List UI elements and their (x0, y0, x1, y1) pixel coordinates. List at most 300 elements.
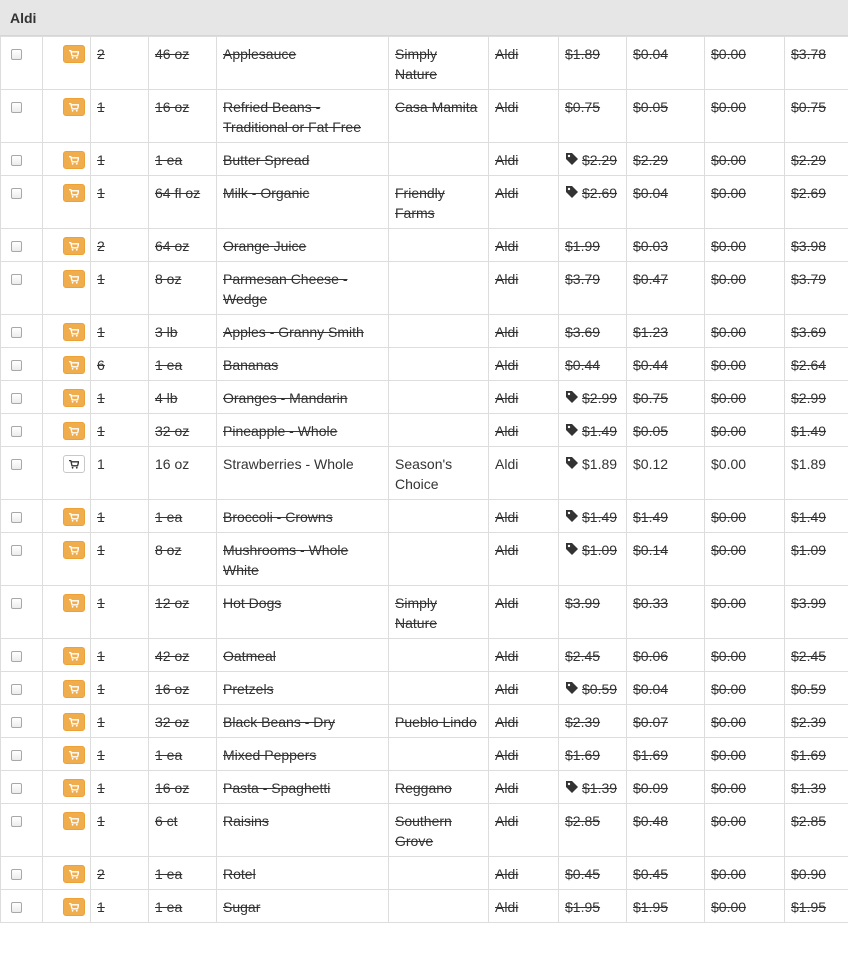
cart-cell (43, 771, 91, 804)
shopping-cart-icon (69, 103, 79, 112)
store-cell: Aldi (489, 705, 559, 738)
price-cell (559, 414, 627, 447)
table-row (1, 381, 848, 414)
add-to-cart-button[interactable] (63, 541, 85, 559)
total-cell: $3.99 (785, 586, 848, 639)
item-name-cell: Bananas (217, 348, 389, 381)
size-cell: 12 oz (149, 586, 217, 639)
size-cell: 6 ct (149, 804, 217, 857)
price-cell (559, 804, 627, 857)
price-cell (559, 533, 627, 586)
quantity-cell: 6 (91, 348, 149, 381)
total-cell: $3.78 (785, 37, 848, 90)
row-checkbox-cell (1, 890, 43, 923)
price-cell (559, 586, 627, 639)
add-to-cart-button[interactable] (63, 455, 85, 473)
row-checkbox-cell (1, 348, 43, 381)
row-checkbox-cell (1, 639, 43, 672)
item-name-cell: Pretzels (217, 672, 389, 705)
price-cell (559, 500, 627, 533)
total-cell: $1.39 (785, 771, 848, 804)
total-cell: $1.69 (785, 738, 848, 771)
size-cell: 1 ea (149, 738, 217, 771)
store-cell: Aldi (489, 262, 559, 315)
price-value: $3.79 (565, 271, 601, 287)
quantity-cell: 1 (91, 672, 149, 705)
quantity-cell: 1 (91, 262, 149, 315)
row-checkbox[interactable] (11, 327, 22, 338)
store-cell: Aldi (489, 381, 559, 414)
quantity-cell: 2 (91, 857, 149, 890)
row-checkbox-cell (1, 586, 43, 639)
price-cell (559, 315, 627, 348)
row-checkbox-cell (1, 176, 43, 229)
store-cell: Aldi (489, 90, 559, 143)
size-cell: 16 oz (149, 90, 217, 143)
size-cell: 46 oz (149, 37, 217, 90)
brand-cell: Friendly Farms (389, 176, 489, 229)
cart-cell (43, 857, 91, 890)
table-row (1, 37, 848, 90)
add-to-cart-button[interactable] (63, 98, 85, 116)
price-tag-icon (565, 780, 579, 794)
unit-price-cell: $0.45 (627, 857, 705, 890)
row-checkbox-cell (1, 262, 43, 315)
shopping-cart-icon (69, 460, 79, 469)
unit-price-cell: $2.29 (627, 143, 705, 176)
row-checkbox[interactable] (11, 426, 22, 437)
table-row (1, 705, 848, 738)
total-cell: $2.39 (785, 705, 848, 738)
tax-cell: $0.00 (705, 639, 785, 672)
quantity-cell: 1 (91, 90, 149, 143)
tax-cell: $0.00 (705, 381, 785, 414)
table-row (1, 90, 848, 143)
tax-cell: $0.00 (705, 90, 785, 143)
price-cell (559, 229, 627, 262)
total-cell: $3.98 (785, 229, 848, 262)
table-row (1, 533, 848, 586)
item-name-cell: Mushrooms - Whole White (217, 533, 389, 586)
quantity-cell: 1 (91, 705, 149, 738)
brand-cell (389, 738, 489, 771)
price-value: $2.45 (565, 648, 601, 664)
price-tag-icon (565, 456, 579, 470)
cart-cell (43, 315, 91, 348)
add-to-cart-button[interactable] (63, 713, 85, 731)
unit-price-cell: $0.06 (627, 639, 705, 672)
brand-cell (389, 348, 489, 381)
tax-cell: $0.00 (705, 414, 785, 447)
table-row (1, 586, 848, 639)
price-cell (559, 37, 627, 90)
price-value: $1.49 (582, 423, 618, 439)
table-row (1, 804, 848, 857)
add-to-cart-button[interactable] (63, 680, 85, 698)
table-row (1, 315, 848, 348)
store-cell: Aldi (489, 857, 559, 890)
row-checkbox-cell (1, 705, 43, 738)
cart-cell (43, 37, 91, 90)
add-to-cart-button[interactable] (63, 779, 85, 797)
price-value: $1.89 (565, 46, 601, 62)
add-to-cart-button[interactable] (63, 356, 85, 374)
item-name-cell: Applesauce (217, 37, 389, 90)
shopping-cart-icon (69, 328, 79, 337)
table-row (1, 143, 848, 176)
quantity-cell: 1 (91, 771, 149, 804)
item-name-cell: Apples - Granny Smith (217, 315, 389, 348)
unit-price-cell: $0.03 (627, 229, 705, 262)
unit-price-cell: $0.48 (627, 804, 705, 857)
quantity-cell: 1 (91, 804, 149, 857)
table-row (1, 639, 848, 672)
price-cell (559, 447, 627, 500)
row-checkbox[interactable] (11, 49, 22, 60)
unit-price-cell: $0.04 (627, 176, 705, 229)
cart-cell (43, 500, 91, 533)
row-checkbox-cell (1, 500, 43, 533)
tax-cell: $0.00 (705, 262, 785, 315)
unit-price-cell: $0.12 (627, 447, 705, 500)
shopping-cart-icon (69, 784, 79, 793)
item-name-cell: Mixed Peppers (217, 738, 389, 771)
brand-cell (389, 229, 489, 262)
tax-cell: $0.00 (705, 738, 785, 771)
brand-cell: Simply Nature (389, 586, 489, 639)
add-to-cart-button[interactable] (63, 422, 85, 440)
quantity-cell: 2 (91, 229, 149, 262)
row-checkbox[interactable] (11, 102, 22, 113)
cart-cell (43, 414, 91, 447)
item-name-cell: Rotel (217, 857, 389, 890)
quantity-cell: 1 (91, 890, 149, 923)
row-checkbox[interactable] (11, 684, 22, 695)
row-checkbox[interactable] (11, 241, 22, 252)
item-name-cell: Milk - Organic (217, 176, 389, 229)
brand-cell: Casa Mamita (389, 90, 489, 143)
table-row (1, 414, 848, 447)
price-cell (559, 176, 627, 229)
price-tag-icon (565, 681, 579, 695)
quantity-cell: 1 (91, 738, 149, 771)
shopping-cart-icon (69, 394, 79, 403)
size-cell: 16 oz (149, 447, 217, 500)
row-checkbox-cell (1, 771, 43, 804)
row-checkbox[interactable] (11, 651, 22, 662)
add-to-cart-button[interactable] (63, 270, 85, 288)
unit-price-cell: $0.07 (627, 705, 705, 738)
shopping-cart-icon (69, 652, 79, 661)
quantity-cell: 1 (91, 500, 149, 533)
row-checkbox-cell (1, 143, 43, 176)
shopping-cart-icon (69, 817, 79, 826)
store-cell: Aldi (489, 315, 559, 348)
store-cell: Aldi (489, 586, 559, 639)
row-checkbox[interactable] (11, 393, 22, 404)
price-value: $3.99 (565, 595, 601, 611)
items-table (0, 36, 848, 923)
price-cell (559, 90, 627, 143)
total-cell: $1.49 (785, 500, 848, 533)
unit-price-cell: $1.95 (627, 890, 705, 923)
unit-price-cell: $0.05 (627, 414, 705, 447)
size-cell: 1 ea (149, 857, 217, 890)
row-checkbox-cell (1, 804, 43, 857)
row-checkbox-cell (1, 229, 43, 262)
price-value: $3.69 (565, 324, 601, 340)
row-checkbox[interactable] (11, 459, 22, 470)
price-value: $1.09 (582, 542, 618, 558)
brand-cell: Season's Choice (389, 447, 489, 500)
total-cell: $1.49 (785, 414, 848, 447)
row-checkbox[interactable] (11, 545, 22, 556)
item-name-cell: Orange Juice (217, 229, 389, 262)
add-to-cart-button[interactable] (63, 323, 85, 341)
brand-cell: Simply Nature (389, 37, 489, 90)
price-cell (559, 857, 627, 890)
size-cell: 16 oz (149, 672, 217, 705)
brand-cell (389, 143, 489, 176)
unit-price-cell: $0.47 (627, 262, 705, 315)
cart-cell (43, 890, 91, 923)
shopping-cart-icon (69, 513, 79, 522)
unit-price-cell: $0.33 (627, 586, 705, 639)
shopping-cart-icon (69, 361, 79, 370)
price-value: $1.95 (565, 899, 601, 915)
price-cell (559, 143, 627, 176)
store-cell: Aldi (489, 771, 559, 804)
tax-cell: $0.00 (705, 143, 785, 176)
brand-cell (389, 639, 489, 672)
add-to-cart-button[interactable] (63, 647, 85, 665)
brand-cell: Southern Grove (389, 804, 489, 857)
price-cell (559, 705, 627, 738)
row-checkbox[interactable] (11, 512, 22, 523)
unit-price-cell: $1.49 (627, 500, 705, 533)
price-value: $2.39 (565, 714, 601, 730)
row-checkbox[interactable] (11, 274, 22, 285)
size-cell: 1 ea (149, 143, 217, 176)
cart-cell (43, 176, 91, 229)
brand-cell: Pueblo Lindo (389, 705, 489, 738)
size-cell: 32 oz (149, 414, 217, 447)
row-checkbox[interactable] (11, 717, 22, 728)
add-to-cart-button[interactable] (63, 508, 85, 526)
row-checkbox[interactable] (11, 155, 22, 166)
row-checkbox-cell (1, 533, 43, 586)
price-cell (559, 738, 627, 771)
cart-cell (43, 143, 91, 176)
brand-cell (389, 500, 489, 533)
brand-cell (389, 890, 489, 923)
price-value: $0.59 (582, 681, 618, 697)
tax-cell: $0.00 (705, 348, 785, 381)
brand-cell (389, 533, 489, 586)
tax-cell: $0.00 (705, 890, 785, 923)
quantity-cell: 1 (91, 639, 149, 672)
price-tag-icon (565, 542, 579, 556)
tax-cell: $0.00 (705, 176, 785, 229)
table-row (1, 262, 848, 315)
tax-cell: $0.00 (705, 447, 785, 500)
row-checkbox-cell (1, 90, 43, 143)
add-to-cart-button[interactable] (63, 184, 85, 202)
add-to-cart-button[interactable] (63, 746, 85, 764)
row-checkbox[interactable] (11, 360, 22, 371)
unit-price-cell: $1.69 (627, 738, 705, 771)
store-cell: Aldi (489, 533, 559, 586)
tax-cell: $0.00 (705, 672, 785, 705)
price-cell (559, 639, 627, 672)
store-cell: Aldi (489, 639, 559, 672)
row-checkbox-cell (1, 738, 43, 771)
shopping-cart-icon (69, 427, 79, 436)
price-tag-icon (565, 423, 579, 437)
total-cell: $1.95 (785, 890, 848, 923)
item-name-cell: Broccoli - Crowns (217, 500, 389, 533)
item-name-cell: Refried Beans - Traditional or Fat Free (217, 90, 389, 143)
add-to-cart-button[interactable] (63, 237, 85, 255)
store-cell: Aldi (489, 229, 559, 262)
price-value: $1.39 (582, 780, 618, 796)
price-cell (559, 771, 627, 804)
row-checkbox[interactable] (11, 902, 22, 913)
total-cell: $2.64 (785, 348, 848, 381)
shopping-cart-icon (69, 599, 79, 608)
shopping-cart-icon (69, 242, 79, 251)
row-checkbox[interactable] (11, 188, 22, 199)
row-checkbox[interactable] (11, 598, 22, 609)
store-cell: Aldi (489, 447, 559, 500)
shopping-cart-icon (69, 50, 79, 59)
item-name-cell: Raisins (217, 804, 389, 857)
add-to-cart-button[interactable] (63, 812, 85, 830)
size-cell: 1 ea (149, 348, 217, 381)
price-value: $2.99 (582, 390, 618, 406)
quantity-cell: 1 (91, 381, 149, 414)
add-to-cart-button[interactable] (63, 865, 85, 883)
cart-cell (43, 229, 91, 262)
shopping-cart-icon (69, 189, 79, 198)
unit-price-cell: $0.75 (627, 381, 705, 414)
size-cell: 4 lb (149, 381, 217, 414)
tax-cell: $0.00 (705, 229, 785, 262)
size-cell: 1 ea (149, 500, 217, 533)
item-name-cell: Pineapple - Whole (217, 414, 389, 447)
shopping-cart-icon (69, 718, 79, 727)
unit-price-cell: $1.23 (627, 315, 705, 348)
add-to-cart-button[interactable] (63, 45, 85, 63)
add-to-cart-button[interactable] (63, 594, 85, 612)
price-cell (559, 890, 627, 923)
brand-cell (389, 857, 489, 890)
tax-cell: $0.00 (705, 857, 785, 890)
total-cell: $2.69 (785, 176, 848, 229)
price-cell (559, 262, 627, 315)
table-row (1, 672, 848, 705)
cart-cell (43, 381, 91, 414)
size-cell: 32 oz (149, 705, 217, 738)
cart-cell (43, 586, 91, 639)
size-cell: 42 oz (149, 639, 217, 672)
size-cell: 8 oz (149, 262, 217, 315)
price-tag-icon (565, 152, 579, 166)
add-to-cart-button[interactable] (63, 389, 85, 407)
shopping-cart-icon (69, 751, 79, 760)
cart-cell (43, 639, 91, 672)
item-name-cell: Oranges - Mandarin (217, 381, 389, 414)
tax-cell: $0.00 (705, 315, 785, 348)
cart-cell (43, 262, 91, 315)
brand-cell (389, 262, 489, 315)
price-cell (559, 381, 627, 414)
price-value: $0.75 (565, 99, 601, 115)
row-checkbox[interactable] (11, 869, 22, 880)
row-checkbox-cell (1, 414, 43, 447)
store-cell: Aldi (489, 414, 559, 447)
table-row (1, 857, 848, 890)
row-checkbox-cell (1, 447, 43, 500)
total-cell: $0.75 (785, 90, 848, 143)
total-cell: $1.89 (785, 447, 848, 500)
total-cell: $3.69 (785, 315, 848, 348)
item-name-cell: Black Beans - Dry (217, 705, 389, 738)
row-checkbox[interactable] (11, 750, 22, 761)
tax-cell: $0.00 (705, 533, 785, 586)
shopping-cart-icon (69, 546, 79, 555)
total-cell: $2.29 (785, 143, 848, 176)
row-checkbox-cell (1, 315, 43, 348)
item-name-cell: Oatmeal (217, 639, 389, 672)
quantity-cell: 1 (91, 586, 149, 639)
price-tag-icon (565, 185, 579, 199)
item-name-cell: Parmesan Cheese - Wedge (217, 262, 389, 315)
total-cell: $0.59 (785, 672, 848, 705)
table-row (1, 176, 848, 229)
row-checkbox-cell (1, 857, 43, 890)
brand-cell (389, 672, 489, 705)
table-row (1, 771, 848, 804)
add-to-cart-button[interactable] (63, 898, 85, 916)
total-cell: $0.90 (785, 857, 848, 890)
store-cell: Aldi (489, 804, 559, 857)
row-checkbox-cell (1, 672, 43, 705)
total-cell: $2.45 (785, 639, 848, 672)
brand-cell: Reggano (389, 771, 489, 804)
brand-cell (389, 315, 489, 348)
table-row (1, 348, 848, 381)
tax-cell: $0.00 (705, 37, 785, 90)
table-row (1, 738, 848, 771)
cart-cell (43, 672, 91, 705)
store-cell: Aldi (489, 738, 559, 771)
row-checkbox[interactable] (11, 816, 22, 827)
tax-cell: $0.00 (705, 705, 785, 738)
row-checkbox[interactable] (11, 783, 22, 794)
table-row (1, 447, 848, 500)
item-name-cell: Sugar (217, 890, 389, 923)
store-cell: Aldi (489, 672, 559, 705)
item-name-cell: Strawberries - Whole (217, 447, 389, 500)
row-checkbox-cell (1, 381, 43, 414)
price-tag-icon (565, 390, 579, 404)
price-value: $2.85 (565, 813, 601, 829)
total-cell: $3.79 (785, 262, 848, 315)
price-cell (559, 672, 627, 705)
total-cell: $1.09 (785, 533, 848, 586)
add-to-cart-button[interactable] (63, 151, 85, 169)
